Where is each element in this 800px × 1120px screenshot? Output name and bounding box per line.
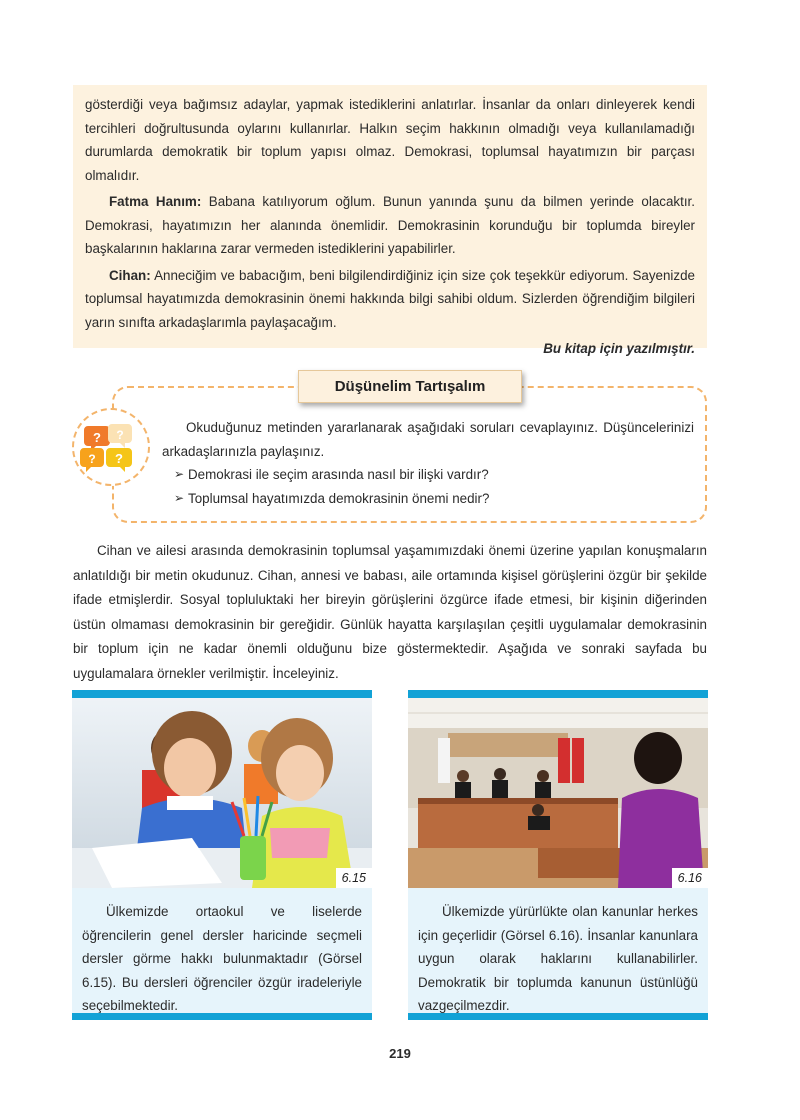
svg-text:?: ? [115, 451, 123, 466]
figure-number: 6.16 [672, 868, 708, 888]
courtroom-photo [408, 698, 708, 888]
question-text: Toplumsal hayatımızda demokrasinin önemi nedir? [188, 490, 490, 506]
dialogue-text-3: Anneciğim ve babacığım, beni bilgilendirdiğiniz için size çok teşekkür ediyorum. Sayenizde toplumsal hayatımızda demokrasinin önemi hakkında bilgi sahibi oldum. Sizlerden öğrendiğim bilgileri yarın sınıfta arkadaşlarımla paylaşacağım. [85, 267, 695, 330]
question-item [162, 463, 694, 487]
dialogue-paragraph-1: gösterdiği veya bağımsız adaylar, yapmak istediklerini anlatırlar. İnsanlar da onları dinleyerek kendi tercihleri doğrultusunda oylarını kullanırlar. Halkın seçim hakkının olmadığı veya kullanılamadığı durumlarda demokratik bir toplum yapısı olmaz. Demokrasi, toplumsal hayatımızın bir parçası olmalıdır. [85, 97, 695, 183]
dialogue-paragraph-2 [85, 190, 695, 261]
dialogue-text-2: Babana katılıyorum oğlum. Bunun yanında şunu da bilmen yerinde olacaktır. Demokrasi, hayatımızın her alanında önemlidir. Demokrasinin korunduğu bir toplumda bireyler başkalarının haklarına zarar vermeden istediklerini yapabilirler. [85, 194, 695, 256]
classroom-photo [72, 698, 372, 888]
arrow-bullet-icon: ➢ [174, 490, 185, 505]
discussion-intro: Okuduğunuz metinden yararlanarak aşağıdaki soruları cevaplayınız. Düşüncelerinizi arkadaşlarınızla paylaşınız. [162, 420, 694, 459]
figure-caption: Ülkemizde yürürlükte olan kanunlar herkes için geçerlidir (Görsel 6.16). İnsanlar kanunlara uygun olarak haklarını kullanabilirler. Demokratik bir toplumda kanunun üstünlüğü vazgeçilmezdir. [418, 904, 698, 1013]
question-item [162, 487, 694, 511]
figure-caption: Ülkemizde ortaokul ve liselerde öğrencilerin genel dersler haricinde seçmeli dersler görme hakkı bulunmaktadır (Görsel 6.15). Bu dersleri öğrenciler özgür iradeleriyle seçebilmektedir. [82, 904, 362, 1013]
card-bottom-bar [408, 1013, 708, 1020]
question-text: Demokrasi ile seçim arasında nasıl bir ilişki vardır? [188, 467, 489, 482]
source-note: Bu kitap için yazılmıştır. [543, 341, 695, 356]
question-marks-icon [72, 408, 150, 486]
speaker-cihan: Cihan: [109, 267, 151, 283]
dialogue-paragraph-3 [85, 264, 695, 335]
arrow-bullet-icon: ➢ [174, 467, 185, 481]
card-top-bar [72, 690, 372, 698]
svg-text:?: ? [88, 452, 96, 466]
discussion-title: Düşünelim Tartışalım [298, 370, 522, 403]
svg-text:?: ? [116, 428, 124, 442]
speaker-fatma: Fatma Hanım: [109, 194, 202, 209]
figure-number: 6.15 [336, 868, 372, 888]
card-bottom-bar [72, 1013, 372, 1020]
svg-text:?: ? [93, 430, 101, 445]
page-number: 219 [389, 1046, 411, 1061]
card-top-bar [408, 690, 708, 698]
figure-card-6-15 [72, 690, 372, 1020]
discussion-text [162, 416, 694, 510]
figure-card-6-16 [408, 690, 708, 1020]
main-paragraph: Cihan ve ailesi arasında demokrasinin toplumsal yaşamımızdaki önemi üzerine yapılan konuşmaların anlatıldığı bir metin okudunuz. Cihan, annesi ve babası, aile ortamında kişisel görüşlerini özgür bir şekilde ifade etmişlerdir. Sosyal topluluktaki her bireyin görüşlerini özgürce ifade etmesi, bir kişinin diğerinden üstün olmaması demokrasinin bir gereğidir. Günlük hayatta karşılaşılan çeşitli uygulamalar demokrasinin bir toplum için ne kadar önemli olduğunu bize göstermektedir. Aşağıda ve sonraki sayfada bu uygulamalara örnekler verilmiştir. İnceleyiniz. [73, 543, 707, 681]
dialogue-box [73, 85, 707, 356]
